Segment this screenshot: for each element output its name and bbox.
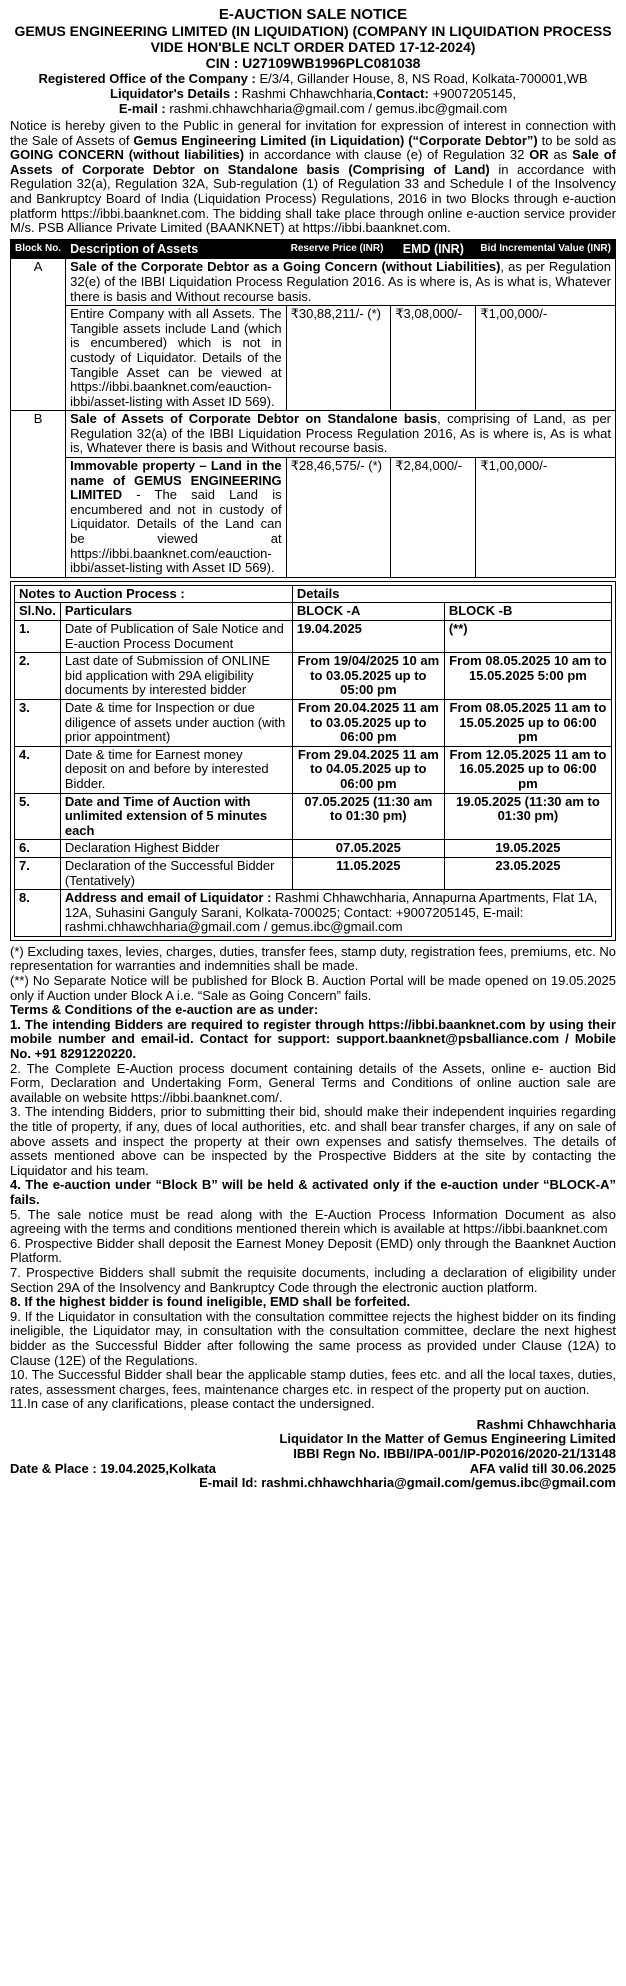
notice-header (10, 6, 616, 116)
col-emd: EMD (INR) (391, 239, 476, 259)
process-row: 4. Date & time for Earnest money deposit on and before by interested Bidder. From 29.04.2025 11 am to 04.05.2025 up to 06:00 pm From 12.05.2025 11 am to 16.05.2025 up to 06:00 pm (15, 746, 612, 793)
company-name: GEMUS ENGINEERING LIMITED (IN LIQUIDATION) (COMPANY IN LIQUIDATION PROCESS VIDE HON'BLE NCLT ORDER DATED 17-12-2024) (14, 23, 612, 55)
col-bid-increment: Bid Incremental Value (INR) (476, 239, 616, 259)
term-item: 7. Prospective Bidders shall submit the requisite documents, including a declaration of eligibility under Section 29A of the Insolvency and Bankruptcy Code through the electronic auction platform. (10, 1264, 616, 1295)
process-row: 1. Date of Publication of Sale Notice and E-auction Process Document 19.04.2025 (**) (15, 621, 612, 653)
notice-title: E-AUCTION SALE NOTICE (218, 6, 408, 23)
block-b-description: Immovable property – Land in the name of GEMUS ENGINEERING LIMITED - The said Land is encumbered and not in custody of Liquidator. Details of the Land can be viewed at https://ibbi.baanknet.com/eauction-ibbi/asset-listing with Asset ID 569). (66, 458, 286, 578)
ibbi-registration: IBBI Regn No. IBBI/IPA-001/IP-P02016/2020-21/13148 (293, 1446, 616, 1462)
process-row-address: 8. Address and email of Liquidator : Rashmi Chhawchharia, Annapurna Apartments, Flat 1A, 12A, Suhasini Ganguly Sarani, Kolkata-700025; Contact: +9007205145, E-mail: rashmi.chhawchharia@gmail.com / gemus.ibc@gmail.com (15, 890, 612, 937)
notes-label: Notes to Auction Process : (15, 585, 293, 603)
col-sl-no: Sl.No. (15, 603, 61, 621)
term-item: 8. If the highest bidder is found ineligible, EMD shall be forfeited. (10, 1294, 411, 1310)
afa-validity: AFA valid till 30.06.2025 (469, 1460, 616, 1476)
block-a-bid-increment: ₹1,00,000/- (476, 306, 616, 411)
block-b-detail-row (11, 458, 616, 578)
terms-title: Terms & Conditions of the e-auction are as under: (10, 1002, 319, 1018)
liquidator-email: E-mail : rashmi.chhawchharia@gmail.com / gemus.ibc@gmail.com (118, 101, 508, 116)
auction-process-table (14, 585, 612, 937)
date-afa-row (10, 1462, 616, 1477)
signatory-role: Liquidator In the Matter of Gemus Engineering Limited (279, 1431, 616, 1447)
term-item: 2. The Complete E-Auction process document containing details of the Assets, online e- auction Bid Form, Declaration and Undertaking Form, General Terms and Conditions of online auction sale are available on website https://ibbi.baanknet.com/. (10, 1060, 616, 1105)
auction-process-box (10, 581, 616, 941)
term-item: 4. The e-auction under “Block B” will be held & activated only if the e-auction under “BLOCK-A” fails. (10, 1177, 616, 1207)
block-a-title-row (11, 259, 616, 306)
term-item: 9. If the Liquidator in consultation with the consultation committee rejects the highest bidder on its finding ineligible, the Liquidator may, in consultation with the consultation committee, declare the next highest bidder as the Successful Bidder after following the same process as provided under Clause (12A) to Clause (12E) of the Regulations. (10, 1308, 616, 1368)
col-block-no: Block No. (11, 239, 66, 259)
block-b-bid-increment: ₹1,00,000/- (476, 458, 616, 578)
block-b-label: B (11, 411, 66, 578)
terms-section (10, 945, 616, 1412)
signatory-name: Rashmi Chhawchharia (476, 1416, 616, 1432)
process-row: 5. Date and Time of Auction with unlimited extension of 5 minutes each 07.05.2025 (11:30 am to 01:30 pm) 19.05.2025 (11:30 am to 01:30 pm) (15, 793, 612, 840)
assets-header-row (11, 239, 616, 259)
block-a-description: Entire Company with all Assets. The Tangible assets include Land (which is encumbered) which is not in custody of Liquidator. Details of the Tangible Asset can be viewed at https://ibbi.baanknet.com/eauction-ibbi/asset-listing with Asset ID 569). (66, 306, 286, 411)
cin-number: CIN : U27109WB1996PLC081038 (205, 55, 421, 71)
registered-office: Registered Office of the Company : E/3/4, Gillander House, 8, NS Road, Kolkata-700001,WB (38, 71, 588, 86)
intro-paragraph: Notice is hereby given to the Public in general for invitation for expression of interest in connection with the Sale of Assets of Gemus Engineering Limited (in Liquidation) (“Corporate Debtor”) to be sold as GOING CONCERN (without liabilities) in accordance with clause (e) of Regulation 32 OR as Sale of Assets of Corporate Debtor on Standalone basis (Comprising of Land) in accordance with Regulation 32(a), Regulation 32A, Sub-regulation (1) of Regulation 33 and Schedule I of the Insolvency and Bankruptcy Board of India (Liquidation Process) Regulations, 2016 in two Blocks through e-auction platform https://ibbi.baanknet.com. The bidding shall take place through online e-auction service provider M/s. PSB Alliance Private Limited (BAANKNET) at https://ibbi.baanknet.com. (10, 118, 617, 236)
term-item: 6. Prospective Bidder shall deposit the Earnest Money Deposit (EMD) only through the Baanknet Auction Platform. (10, 1235, 616, 1266)
signature-block (10, 1418, 616, 1447)
process-row: 3. Date & time for Inspection or due diligence of assets under auction (with prior appointment) From 20.04.2025 11 am to 03.05.2025 up to 06:00 pm From 08.05.2025 11 am to 15.05.2025 up to 06:00 pm (15, 699, 612, 746)
block-b-title: Sale of Assets of Corporate Debtor on Standalone basis, comprising of Land, as per Regulation 32(a) of the IBBI Liquidation Process Regulation 2016, As is where is, As is what is, Whatever there is basis and Without recourse basis. (66, 411, 616, 458)
sale-notice (10, 6, 616, 1491)
details-label: Details (292, 585, 611, 603)
block-b-title-row (11, 411, 616, 458)
term-item: 11.In case of any clarifications, please contact the undersigned. (10, 1396, 375, 1412)
process-row: 7. Declaration of the Successful Bidder (Tentatively) 11.05.2025 23.05.2025 (15, 857, 612, 889)
footnote-star: (*) Excluding taxes, levies, charges, duties, transfer fees, stamp duty, registration fees, premiums, etc. No representation for warranties and indemnities shall be made. (10, 943, 616, 974)
process-row: 2. Last date of Submission of ONLINE bid application with 29A eligibility documents by interested bidder From 19/04/2025 10 am to 03.05.2025 up to 05:00 pm From 08.05.2025 10 am to 15.05.2025 5:00 pm (15, 653, 612, 700)
process-notes-row (15, 585, 612, 603)
term-item: 3. The intending Bidders, prior to submitting their bid, should make their independent inquiries regarding the title of property, if any, dues of local authorities, etc. and shall bear transfer charges, if any on sale of above assets and inspect the property at their own expenses and satisfy themselves. The details of assets mentioned above can be inspected by the Prospective Bidders at the site by contacting the Liquidator and his team. (10, 1104, 616, 1178)
block-a-reserve-price: ₹30,88,211/- (*) (286, 306, 391, 411)
col-block-a: BLOCK -A (292, 603, 444, 621)
col-reserve-price: Reserve Price (INR) (286, 239, 391, 259)
term-item: 5. The sale notice must be read along with the E-Auction Process Information Document as also agreeing with the terms and conditions mentioned therein which is available at https://ibbi.baanknet.com (10, 1206, 616, 1237)
process-header-row (15, 603, 612, 621)
term-item: 1. The intending Bidders are required to register through https://ibbi.baanknet.com by using their mobile number and email-id. Contact for support: support.baanknet@psballiance.com / Mobile No. +91 8291220220. (10, 1016, 616, 1062)
signature-footer (10, 1447, 616, 1462)
col-particulars: Particulars (60, 603, 292, 621)
assets-table (10, 239, 616, 578)
footnote-double-star: (**) No Separate Notice will be published for Block B. Auction Portal will be made opened on 19.05.2025 only if Auction under Block A i.e. “Sale as Going Concern” fails. (10, 973, 616, 1003)
block-a-title: Sale of the Corporate Debtor as a Going Concern (without Liabilities), as per Regulation 32(e) of the IBBI Liquidation Process Regulation 2016. As is where is, As is what is, Whatever there is basis and Without recourse basis. (66, 259, 616, 306)
col-block-b: BLOCK -B (444, 603, 611, 621)
block-b-emd: ₹2,84,000/- (391, 458, 476, 578)
block-b-reserve-price: ₹28,46,575/- (*) (286, 458, 391, 578)
term-item: 10. The Successful Bidder shall bear the applicable stamp duties, fees etc. and all the local taxes, duties, rates, assessment charges, fees, maintenance charges etc. in respect of the property put on auction. (10, 1367, 616, 1397)
block-a-emd: ₹3,08,000/- (391, 306, 476, 411)
block-a-label: A (11, 259, 66, 411)
col-description: Description of Assets (66, 239, 286, 259)
date-place: Date & Place : 19.04.2025,Kolkata (10, 1460, 216, 1476)
block-a-detail-row (11, 306, 616, 411)
process-row: 6. Declaration Highest Bidder 07.05.2025 19.05.2025 (15, 840, 612, 858)
signatory-email: E-mail Id: rashmi.chhawchharia@gmail.com/gemus.ibc@gmail.com (199, 1475, 616, 1491)
liquidator-details: Liquidator's Details : Rashmi Chhawchharia,Contact: +9007205145, (110, 86, 516, 101)
